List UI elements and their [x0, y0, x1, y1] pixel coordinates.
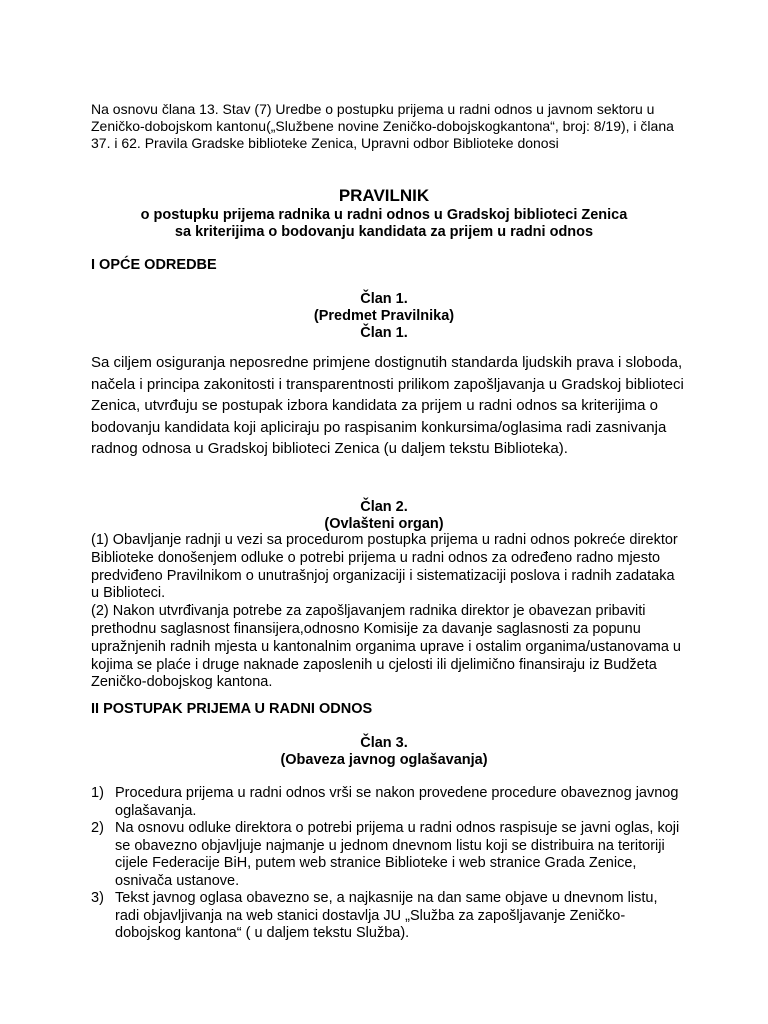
article-1-text: Sa ciljem osiguranja neposredne primjene dostignutih standarda ljudskih prava i sloboda, načela i principa zakonitosti i transparentnosti prilikom zapošljavanja u Gradskoj biblioteci Zenica, utvrđuju se postupak izbora kandidata za prijem u radni odnos sa kriterijima o bodovanju kandidata koji apliciraju po raspisanim konkursima/oglasima radi zasnivanja radnog odnosa u Gradskoj biblioteci Zenica (u daljem tekstu Biblioteka). — [91, 354, 684, 458]
list-item-text: Tekst javnog oglasa obavezno se, a najkasnije na dan same objave u dnevnom listu, radi objavljivanja na web stanici dostavlja JU „Služba za zapošljavanje Zeničko-dobojskog kantona“ ( u daljem tekstu Služba). — [115, 890, 658, 941]
section-heading-2: II POSTUPAK PRIJEMA U RADNI ODNOS — [91, 701, 373, 717]
article-3-list — [91, 785, 681, 943]
list-item — [91, 890, 681, 943]
list-item-text: Procedura prijema u radni odnos vrši se nakon provedene procedure obaveznog javnog oglašavanja. — [115, 785, 679, 819]
subtitle-line-2: sa kriterijima o bodovanju kandidata za prijem u radni odnos — [174, 224, 594, 240]
article-1-heading — [91, 291, 677, 342]
article-3-number: Član 3. — [360, 735, 408, 751]
list-item-number: 2) — [91, 820, 104, 836]
article-2-paragraph-1: (1) Obavljanje radnji u vezi sa procedurom postupka prijema u radni odnos pokreće direktor Biblioteke donošenjem odluke o potrebi prijema u radni odnos za određeno radno mjesto predviđeno Pravilnikom o unutrašnjoj organizaciji i sistematizaciji poslova i radnih zadataka u Biblioteci. — [91, 532, 678, 602]
subtitle-line-1: o postupku prijema radnika u radni odnos u Gradskoj biblioteci Zenica — [140, 207, 628, 223]
article-2-paragraph-2: (2) Nakon utvrđivanja potrebe za zapošljavanjem radnika direktor je obavezan pribaviti prethodnu saglasnost finansijera,odnosno Komisije za davanje saglasnosti za popunu upražnjenih radnih mjesta u kantonalnim organima uprave i ostalim organima/ustanovama u kojima se plaće i druge naknade zaposlenih u cjelosti ili djelimično finansiraju iz Budžeta Zeničko-dobojskog kantona. — [91, 603, 681, 691]
article-1-number: Član 1. — [360, 291, 408, 307]
section-heading-1: I OPĆE ODREDBE — [91, 257, 217, 273]
article-3-heading — [91, 735, 677, 769]
document-subtitle — [91, 207, 677, 241]
intro-paragraph: Na osnovu člana 13. Stav (7) Uredbe o postupku prijema u radni odnos u javnom sektoru u Zeničko-dobojskom kantonu(„Službene novine Zeničko-dobojskogkantona“, broj: 8/19), i člana 37. i 62. Pravila Gradske biblioteke Zenica, Upravni odbor Biblioteke donosi — [91, 101, 674, 151]
list-item-number: 1) — [91, 785, 104, 801]
article-2-number: Član 2. — [360, 499, 408, 515]
article-1-subheading: (Predmet Pravilnika) — [313, 308, 455, 324]
article-1-number-repeat: Član 1. — [360, 325, 408, 341]
list-item-text: Na osnovu odluke direktora o potrebi prijema u radni odnos raspisuje se javni oglas, koji se obavezno objavljuje najmanje u jednom dnevnom listu koji se distribuira na teritoriji cijele Federacije BiH, putem web stranice Biblioteke i web stranice Grada Zenice, osnivača ustanove. — [115, 820, 680, 889]
list-item — [91, 820, 681, 890]
article-3-subheading: (Obaveza javnog oglašavanja) — [280, 752, 488, 768]
article-2-body — [91, 532, 681, 692]
list-item — [91, 785, 681, 820]
article-2-heading — [91, 499, 677, 533]
article-2-subheading: (Ovlašteni organ) — [324, 516, 444, 532]
document-title: PRAVILNIK — [338, 186, 430, 205]
list-item-number: 3) — [91, 890, 104, 906]
